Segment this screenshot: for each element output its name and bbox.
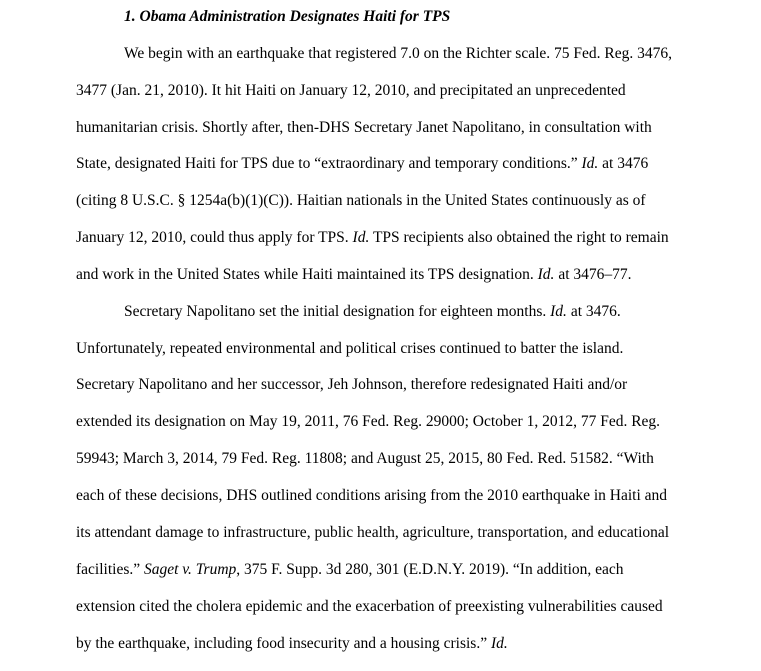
text-line: facilities.” Saget v. Trump, 375 F. Supp. 3d 280, 301 (E.D.N.Y. 2019). “In addition, each xyxy=(76,561,624,578)
text-line: its attendant damage to infrastructure, public health, agriculture, transportation, and educational xyxy=(76,524,670,541)
text-line: State, designated Haiti for TPS due to “extraordinary and temporary conditions.” Id. at 3476 xyxy=(76,155,649,172)
text-line: 59943; March 3, 2014, 79 Fed. Reg. 11808; and August 25, 2015, 80 Fed. Red. 51582. “With xyxy=(76,450,654,467)
text-line: extension cited the cholera epidemic and the exacerbation of preexisting vulnerabilities caused xyxy=(76,598,663,615)
text-line: Secretary Napolitano and her successor, Jeh Johnson, therefore redesignated Haiti and/or xyxy=(76,376,628,393)
citation-id: Id. xyxy=(352,229,370,246)
citation-id: Id. xyxy=(550,303,567,320)
text-line: and work in the United States while Haiti maintained its TPS designation. Id. at 3476–77. xyxy=(76,266,632,283)
text-line: Unfortunately, repeated environmental and political crises continued to batter the island. xyxy=(76,340,624,357)
text-line: 3477 (Jan. 21, 2010). It hit Haiti on January 12, 2010, and precipitated an unprecedented xyxy=(76,82,626,99)
text-line: (citing 8 U.S.C. § 1254a(b)(1)(C)). Haitian nationals in the United States continuously as of xyxy=(76,192,646,209)
citation-id: Id. xyxy=(537,266,555,283)
case-citation: Saget v. Trump xyxy=(144,561,237,578)
text-line: We begin with an earthquake that registered 7.0 on the Richter scale. 75 Fed. Reg. 3476, xyxy=(124,45,672,62)
text-line: humanitarian crisis. Shortly after, then-DHS Secretary Janet Napolitano, in consultation with xyxy=(76,119,652,136)
text-line: by the earthquake, including food insecurity and a housing crisis.” Id. xyxy=(76,635,508,652)
text-line: Secretary Napolitano set the initial designation for eighteen months. Id. at 3476. xyxy=(124,303,621,320)
section-heading: 1. Obama Administration Designates Haiti for TPS xyxy=(124,8,451,25)
text-line: extended its designation on May 19, 2011, 76 Fed. Reg. 29000; October 1, 2012, 77 Fed. Reg. xyxy=(76,413,661,430)
text-line: January 12, 2010, could thus apply for TPS. Id. TPS recipients also obtained the right to remain xyxy=(76,229,669,246)
citation-id: Id. xyxy=(581,155,599,172)
citation-id: Id. xyxy=(490,635,508,652)
text-line: each of these decisions, DHS outlined conditions arising from the 2010 earthquake in Haiti and xyxy=(76,487,668,504)
